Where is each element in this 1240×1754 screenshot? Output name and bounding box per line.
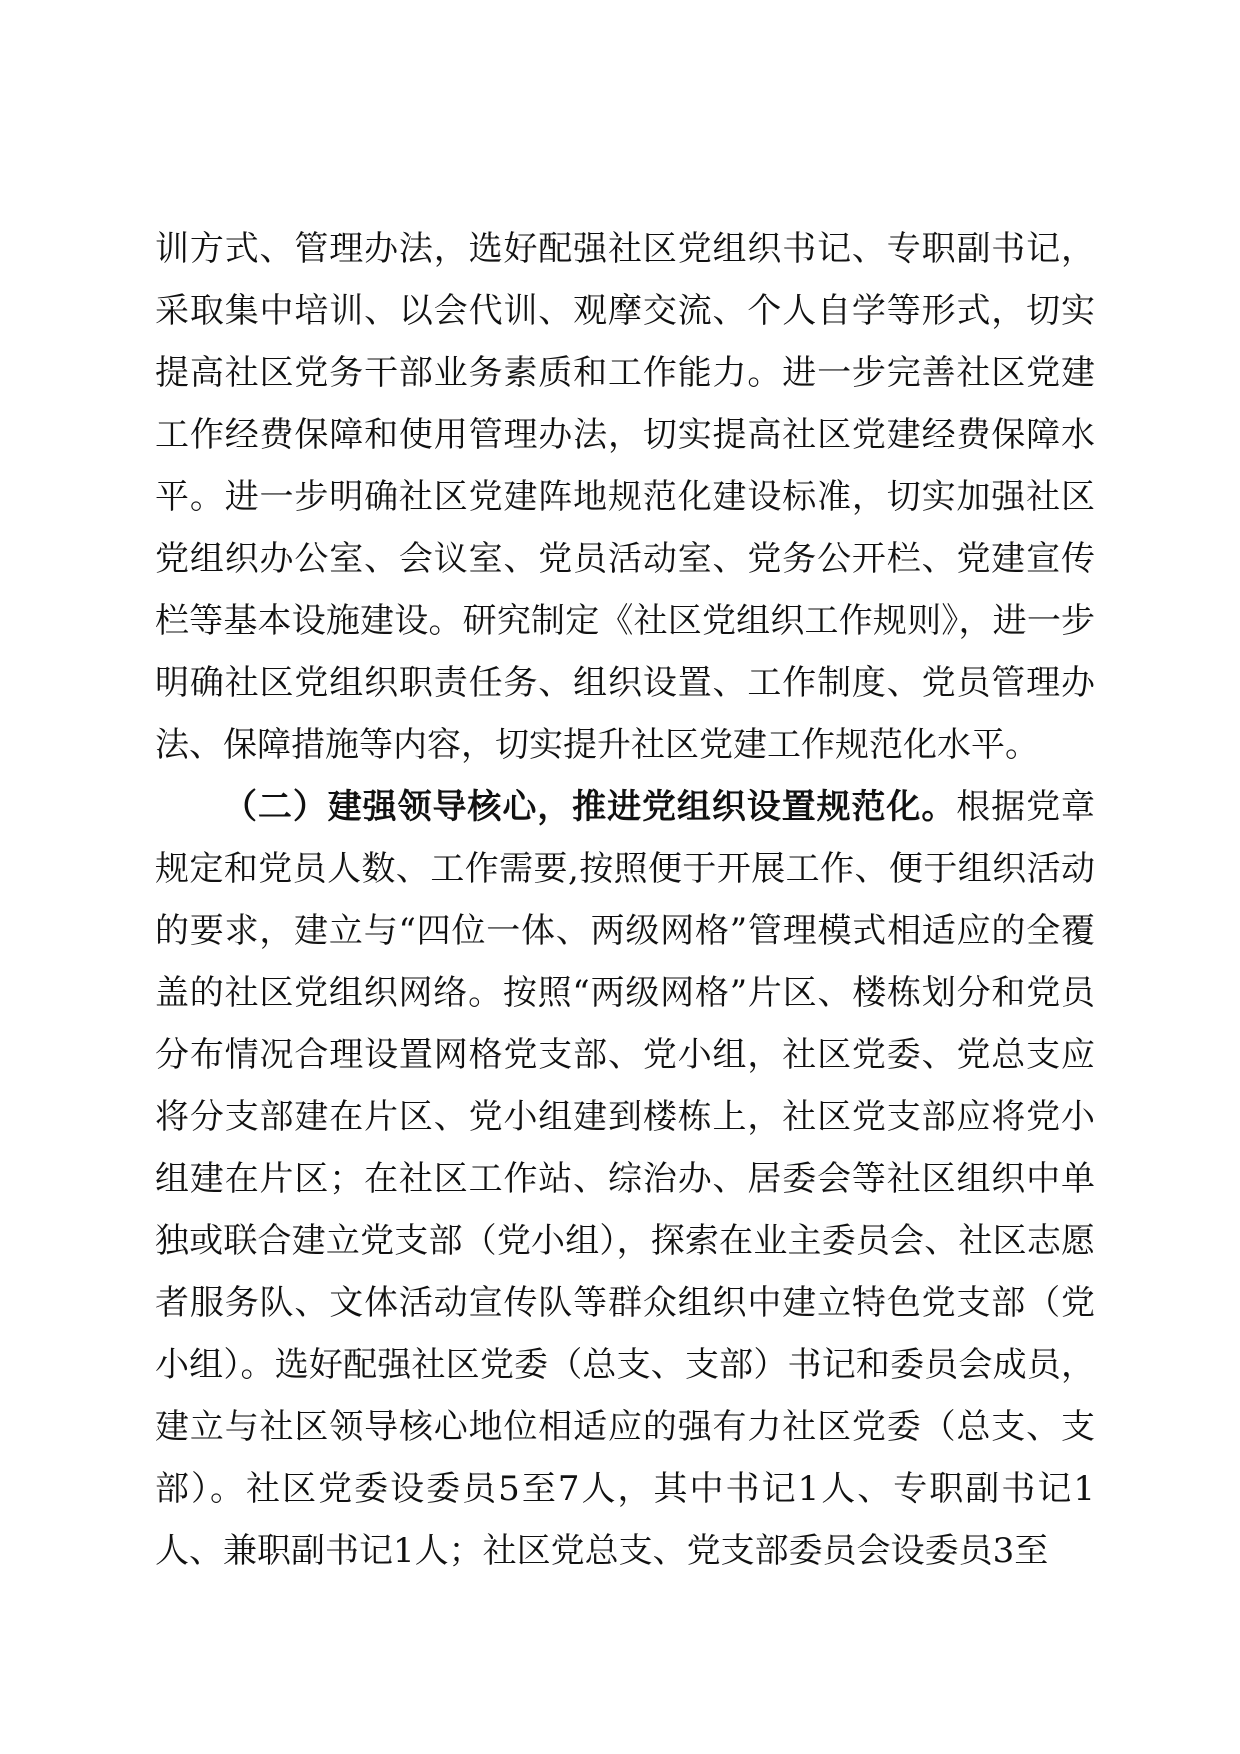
section-body: 根据党章规定和党员人数、工作需要,按照便于开展工作、便于组织活动的要求，建立与“四位一体、两级网格”管理模式相适应的全覆盖的社区党组织网络。按照“两级网格”片区、楼栋划分和党员分布情况合理设置网格党支部、党小组，社区党委、党总支应将分支部建在片区、党小组建到楼栋上，社区党支部应将党小组建在片区；在社区工作站、综治办、居委会等社区组织中单独或联合建立党支部（党小组），探索在业主委员会、社区志愿者服务队、文体活动宣传队等群众组织中建立特色党支部（党小组）。选好配强社区党委（总支、支部）书记和委员会成员，建立与社区领导核心地位相适应的强有力社区党委（总支、支部）。社区党委设委员5至7人，其中书记1人、专职副书记1人、兼职副书记1人；社区党总支、党支部委员会设委员3至 — [155, 787, 1095, 1571]
paragraph-continued: 训方式、管理办法，选好配强社区党组织书记、专职副书记，采取集中培训、以会代训、观摩交流、个人自学等形式，切实提高社区党务干部业务素质和工作能力。进一步完善社区党建工作经费保障和使用管理办法，切实提高社区党建经费保障水平。进一步明确社区党建阵地规范化建设标准，切实加强社区党组织办公室、会议室、党员活动室、党务公开栏、党建宣传栏等基本设施建设。研究制定《社区党组织工作规则》，进一步明确社区党组织职责任务、组织设置、工作制度、党员管理办法、保障措施等内容，切实提升社区党建工作规范化水平。 — [155, 229, 1095, 765]
paragraph-section-2 — [155, 776, 1095, 1582]
section-heading: （二）建强领导核心，推进党组织设置规范化。 — [223, 787, 957, 827]
document-body — [155, 218, 1095, 1582]
